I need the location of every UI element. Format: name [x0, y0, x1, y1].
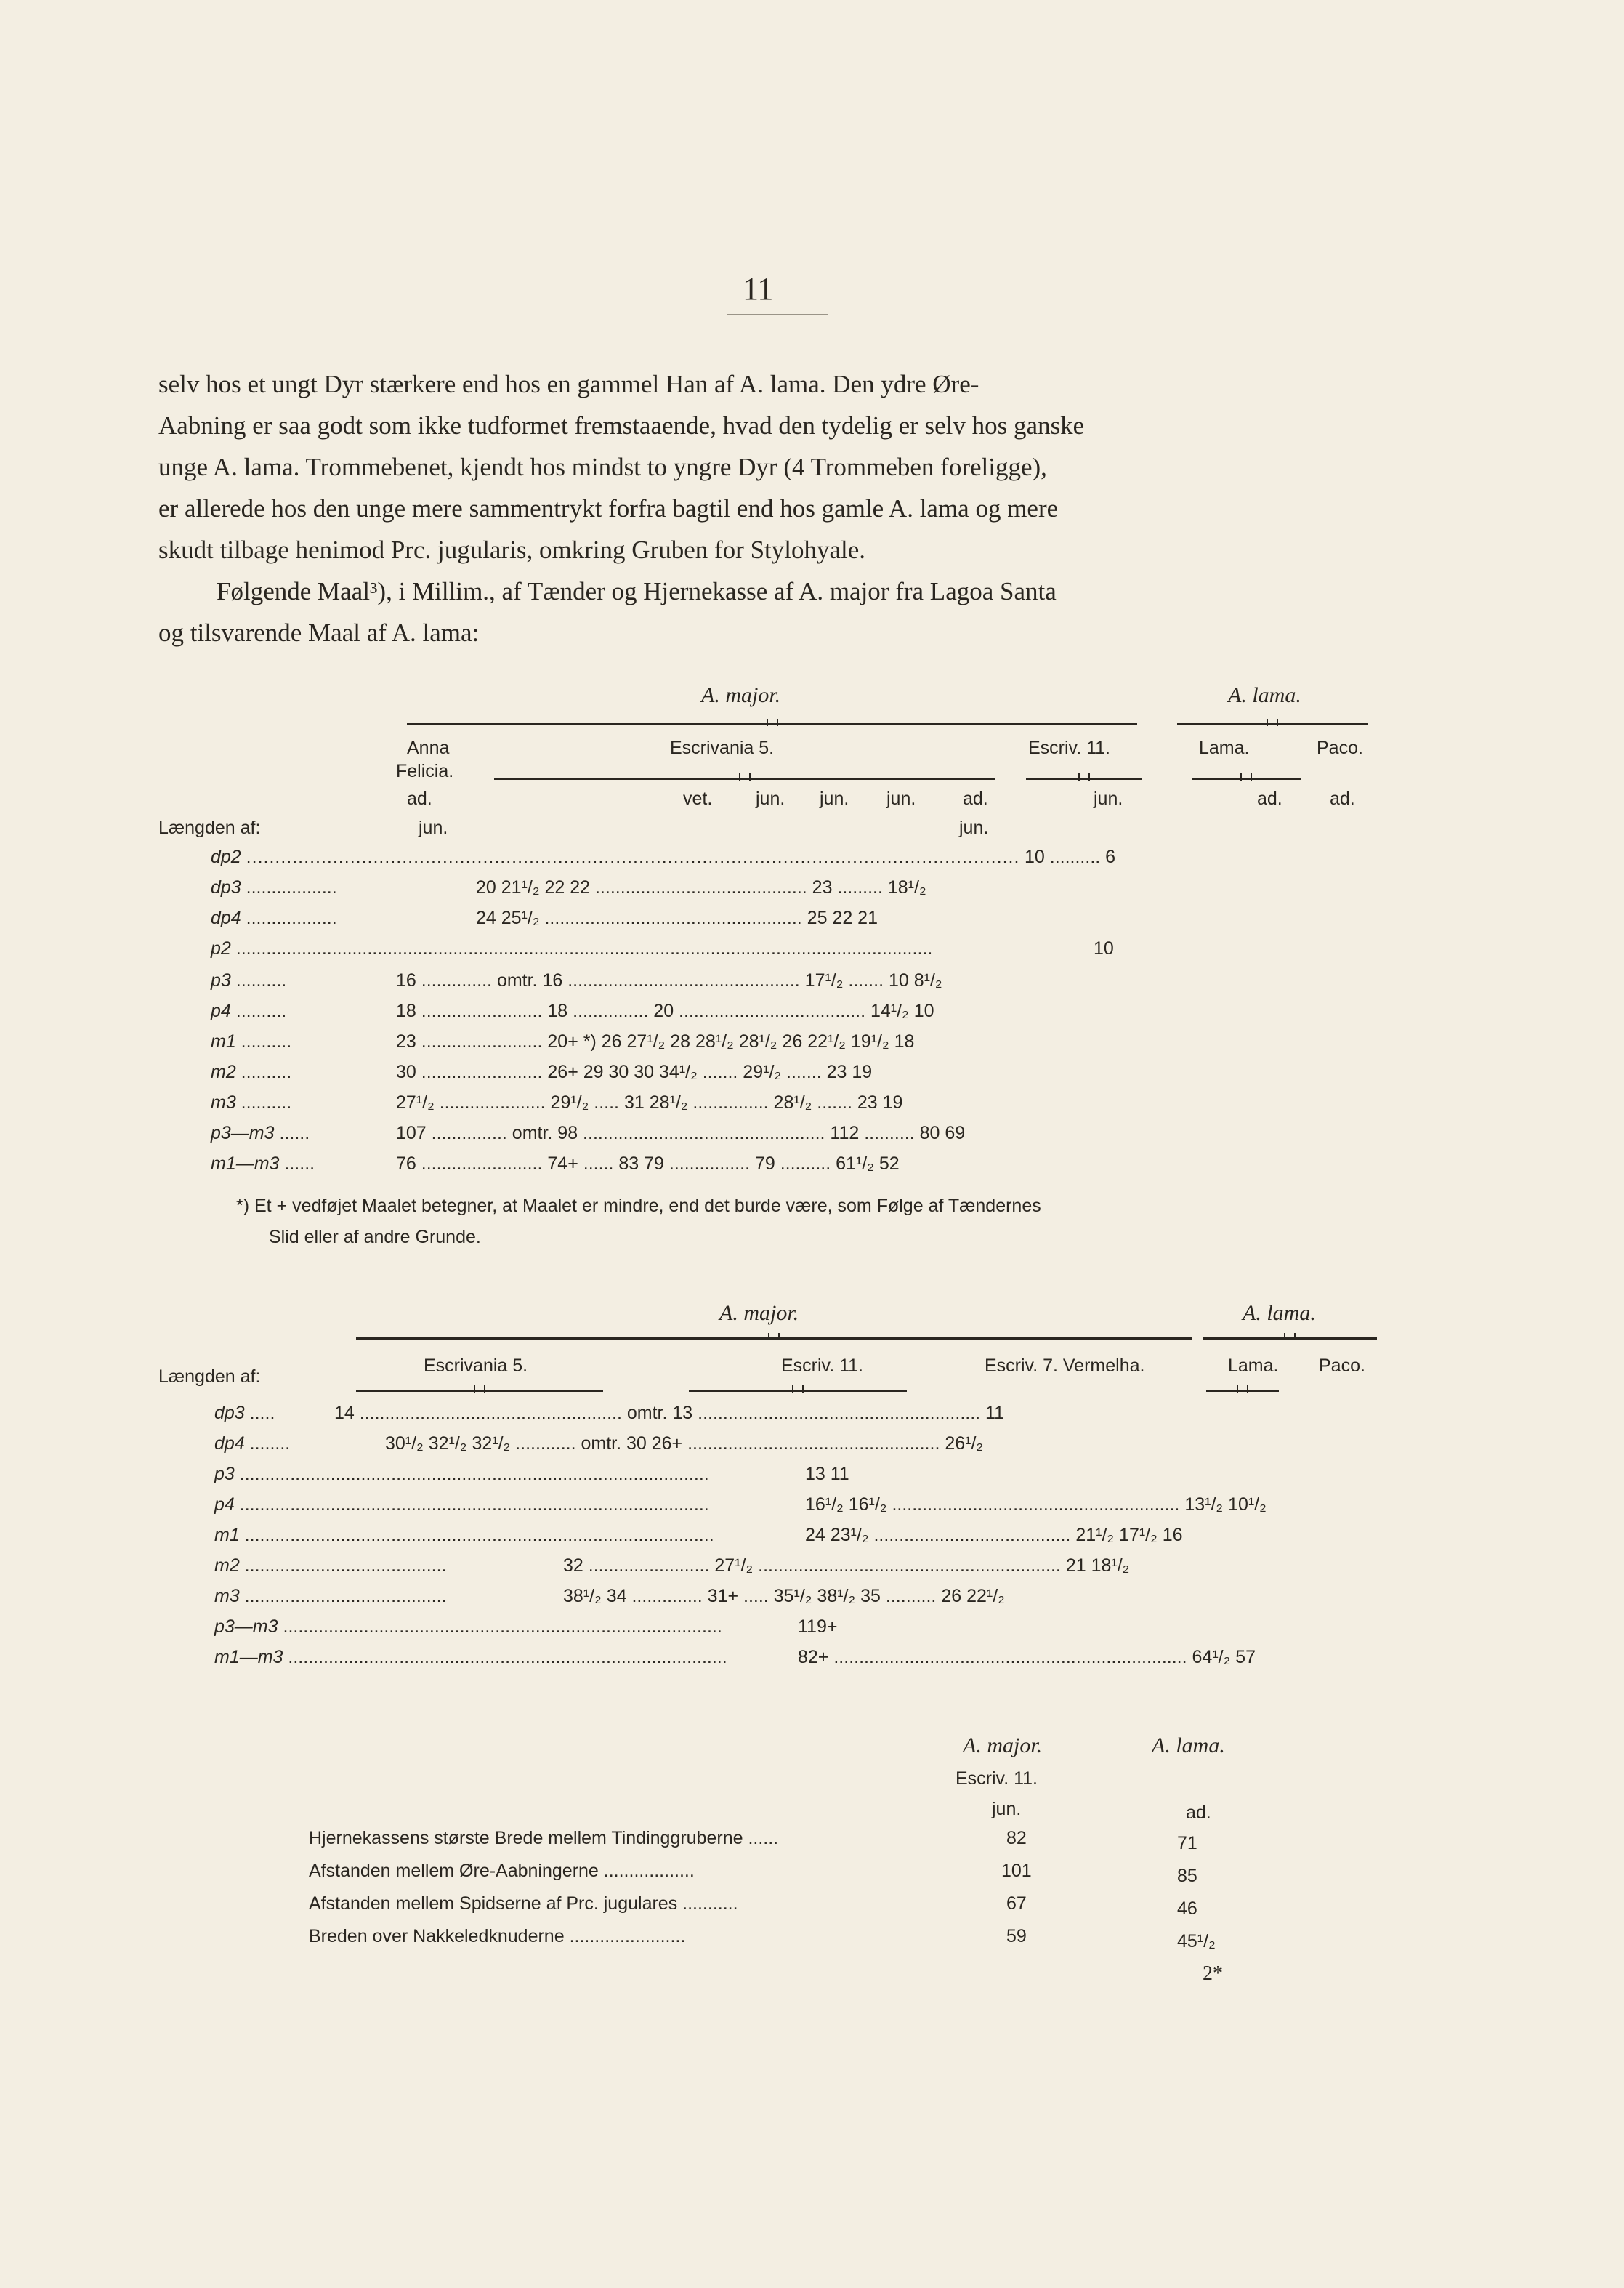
value-major: 59: [1006, 1926, 1027, 1946]
table-row: p4 ..........: [211, 1001, 287, 1021]
age-jun: jun.: [959, 818, 989, 838]
row-label: p2: [211, 938, 231, 959]
age-vet: vet.: [683, 789, 713, 809]
intro-line: og tilsvarende Maal af A. lama:: [158, 619, 480, 647]
row-values: 30 ........................ 26+ 29 30 30 34¹/₂ ....... 29¹/₂ ....... 23 19: [396, 1062, 873, 1082]
table-row: Hjernekassens største Brede mellem Tindinggruberne ......: [309, 1828, 779, 1848]
col-major-sub: Escriv. 11.: [956, 1768, 1038, 1789]
age-jun: jun.: [1094, 789, 1123, 809]
row-label: m2: [211, 1062, 236, 1082]
age-felicia: jun.: [419, 818, 448, 838]
row-values: 24 25¹/₂ ................................................... 25 22 21: [476, 908, 878, 928]
row-label: m1: [211, 1031, 236, 1052]
table-row: p3 ..........: [211, 970, 287, 991]
row-label: p3—m3: [214, 1616, 278, 1637]
table-row: m1—m3 ......: [211, 1153, 315, 1174]
row-values: 10: [1094, 938, 1114, 959]
row-label: dp3: [214, 1403, 245, 1423]
brace-escrivania-5: [356, 1390, 603, 1392]
row-label: Hjernekassens største Brede mellem Tindinggruberne: [309, 1828, 743, 1848]
col-escriv-11: Escriv. 11.: [781, 1356, 863, 1376]
col-lama: Lama.: [1228, 1356, 1279, 1376]
brace-lama: [1203, 1337, 1377, 1340]
table-row: p3—m3 ......: [211, 1123, 310, 1143]
group-header-lama: A. lama.: [1243, 1301, 1316, 1325]
row-label: m3: [211, 1092, 236, 1113]
table-row: m2 ..........: [211, 1062, 292, 1082]
row-values: 27¹/₂ ..................... 29¹/₂ ..... 31 28¹/₂ ............... 28¹/₂ ....... 23 19: [396, 1092, 903, 1113]
table-row: p3 .............................................................................................: [214, 1464, 709, 1484]
value-lama: 71: [1177, 1833, 1197, 1853]
table-row: m3 ........................................: [214, 1586, 447, 1606]
table-row: p2 ..........................................................................................................................................: [211, 938, 933, 959]
row-values: 30¹/₂ 32¹/₂ 32¹/₂ ............ omtr. 30 26+ .................................................. 26¹/₂: [385, 1433, 984, 1454]
intro-paragraph: [158, 363, 1386, 653]
row-label: m2: [214, 1555, 240, 1576]
table-row: m1 .............................................................................................: [214, 1525, 714, 1545]
group-header-major: A. major.: [719, 1301, 799, 1325]
row-values: 10 .......... 6: [1025, 847, 1116, 867]
row-values: 23 ........................ 20+ *) 26 27¹/₂ 28 28¹/₂ 28¹/₂ 26 22¹/₂ 19¹/₂ 18: [396, 1031, 915, 1052]
row-values: 20 21¹/₂ 22 22 .......................................... 23 ......... 18¹/₂: [476, 877, 926, 898]
table-row: dp4 ........: [214, 1433, 291, 1454]
footnote: Slid eller af andre Grunde.: [269, 1227, 481, 1247]
value-lama: 45¹/₂: [1177, 1931, 1216, 1951]
row-values: 107 ............... omtr. 98 ................................................ 112 .......... 80 69: [396, 1123, 966, 1143]
intro-line: unge A. lama. Trommebenet, kjendt hos mindst to yngre Dyr (4 Trommeben foreligge),: [158, 453, 1047, 481]
age-anna: ad.: [407, 789, 432, 809]
table-row: p4 .............................................................................................: [214, 1494, 709, 1515]
table-row: p3—m3 .......................................................................................: [214, 1616, 722, 1637]
row-values: 32 ........................ 27¹/₂ ............................................................ 21 18¹/₂: [563, 1555, 1130, 1576]
age-jun: jun.: [820, 789, 849, 809]
row-head: Længden af:: [158, 1366, 261, 1387]
row-label: Breden over Nakkeledknuderne: [309, 1926, 565, 1946]
brace-lama: [1177, 723, 1368, 725]
col-major: A. major.: [963, 1733, 1043, 1757]
value-major: 101: [1001, 1861, 1032, 1881]
brace-escriv-11: [689, 1390, 907, 1392]
brace-lama-paco: [1206, 1390, 1279, 1392]
row-label: m1: [214, 1525, 240, 1545]
row-values: 24 23¹/₂ ....................................... 21¹/₂ 17¹/₂ 16: [805, 1525, 1183, 1545]
intro-line: Følgende Maal³), i Millim., af Tænder og Hjernekasse af A. major fra Lagoa Santa: [217, 577, 1057, 605]
age-jun: jun.: [886, 789, 916, 809]
row-label: p4: [211, 1001, 231, 1021]
signature-mark: 2*: [1203, 1962, 1223, 1985]
age-lama: ad.: [1257, 789, 1282, 809]
row-values: 18 ........................ 18 ............... 20 ..................................... 14¹/₂ 10: [396, 1001, 934, 1021]
age-jun: jun.: [756, 789, 785, 809]
row-label: Afstanden mellem Spidserne af Prc. jugulares: [309, 1893, 678, 1914]
row-label: Afstanden mellem Øre-Aabningerne: [309, 1861, 599, 1881]
table-row: m2 ........................................: [214, 1555, 447, 1576]
table-row: m1—m3 .......................................................................................: [214, 1647, 727, 1667]
table-row: m1 ..........: [211, 1031, 292, 1052]
col-felicia: Felicia.: [396, 761, 454, 781]
row-label: dp4: [214, 1433, 245, 1454]
row-label: dp3: [211, 877, 241, 898]
table-row: Afstanden mellem Øre-Aabningerne ..................: [309, 1861, 695, 1881]
col-lama: Lama.: [1199, 738, 1250, 758]
intro-line: selv hos et ungt Dyr stærkere end hos en gammel Han af A. lama. Den ydre Øre-: [158, 370, 979, 398]
row-values: 14 .................................................... omtr. 13 ........................................................ 11: [334, 1403, 1005, 1423]
col-escrivania-5: Escrivania 5.: [424, 1356, 528, 1376]
value-lama: 85: [1177, 1866, 1197, 1886]
table-row: dp4 ..................: [211, 908, 337, 928]
intro-line: er allerede hos den unge mere sammentrykt forfra bagtil end hos gamle A. lama og mere: [158, 494, 1059, 523]
row-label: dp4: [211, 908, 241, 928]
brace-escrivania-5: [494, 778, 995, 780]
row-values: 13 11: [805, 1464, 849, 1484]
intro-line: skudt tilbage henimod Prc. jugularis, omkring Gruben for Stylohyale.: [158, 536, 866, 564]
row-label: m1—m3: [214, 1647, 283, 1667]
col-lama: A. lama.: [1152, 1733, 1225, 1757]
age-paco: ad.: [1330, 789, 1355, 809]
footnote: *) Et + vedføjet Maalet betegner, at Maalet er mindre, end det burde være, som Følge af Tændernes: [236, 1196, 1041, 1216]
intro-line: Aabning er saa godt som ikke tudformet fremstaaende, hvad den tydelig er selv hos ganske: [158, 411, 1085, 440]
group-header-major: A. major.: [701, 683, 781, 707]
col-lama-age: ad.: [1186, 1802, 1211, 1823]
table-row: m3 ..........: [211, 1092, 292, 1113]
group-header-lama: A. lama.: [1228, 683, 1301, 707]
value-lama: 46: [1177, 1898, 1197, 1919]
brace-major: [356, 1337, 1192, 1340]
row-label: p3—m3: [211, 1123, 275, 1143]
table-row: Breden over Nakkeledknuderne .......................: [309, 1926, 686, 1946]
col-paco: Paco.: [1319, 1356, 1365, 1376]
table-row: Afstanden mellem Spidserne af Prc. jugulares ...........: [309, 1893, 738, 1914]
brace-major: [407, 723, 1137, 725]
brace-escriv-11: [1026, 778, 1142, 780]
row-values: 82+ ...................................................................... 64¹/₂ 57: [798, 1647, 1256, 1667]
row-label: m1—m3: [211, 1153, 280, 1174]
col-paco: Paco.: [1317, 738, 1363, 758]
age-ad: ad.: [963, 789, 988, 809]
table-row: dp3 ..................: [211, 877, 337, 898]
page-number-rule: [727, 314, 828, 315]
row-label: dp2: [211, 847, 241, 867]
value-major: 82: [1006, 1828, 1027, 1848]
row-head: Længden af:: [158, 818, 261, 838]
row-label: p3: [214, 1464, 235, 1484]
row-values: 119+: [798, 1616, 838, 1637]
table-row: dp2 ......................................................................................................................................: [211, 847, 1020, 867]
row-label: p4: [214, 1494, 235, 1515]
table-row: dp3 .....: [214, 1403, 275, 1423]
row-label: m3: [214, 1586, 240, 1606]
value-major: 67: [1006, 1893, 1027, 1914]
row-label: p3: [211, 970, 231, 991]
col-anna: Anna: [407, 738, 450, 758]
row-values: 38¹/₂ 34 .............. 31+ ..... 35¹/₂ 38¹/₂ 35 .......... 26 22¹/₂: [563, 1586, 1005, 1606]
row-values: 16¹/₂ 16¹/₂ ......................................................... 13¹/₂ 10¹/₂: [805, 1494, 1267, 1515]
brace-lama-paco: [1192, 778, 1301, 780]
col-escrivania-5: Escrivania 5.: [670, 738, 775, 758]
col-escriv-7-vermelha: Escriv. 7. Vermelha.: [985, 1356, 1145, 1376]
col-major-age: jun.: [992, 1799, 1022, 1819]
row-values: 76 ........................ 74+ ...... 83 79 ................ 79 .......... 61¹/₂ 52: [396, 1153, 900, 1174]
page-number: 11: [743, 271, 774, 307]
row-values: 16 .............. omtr. 16 .............................................. 17¹/₂ ....... 10 8¹/₂: [396, 970, 942, 991]
col-escriv-11: Escriv. 11.: [1028, 738, 1110, 758]
